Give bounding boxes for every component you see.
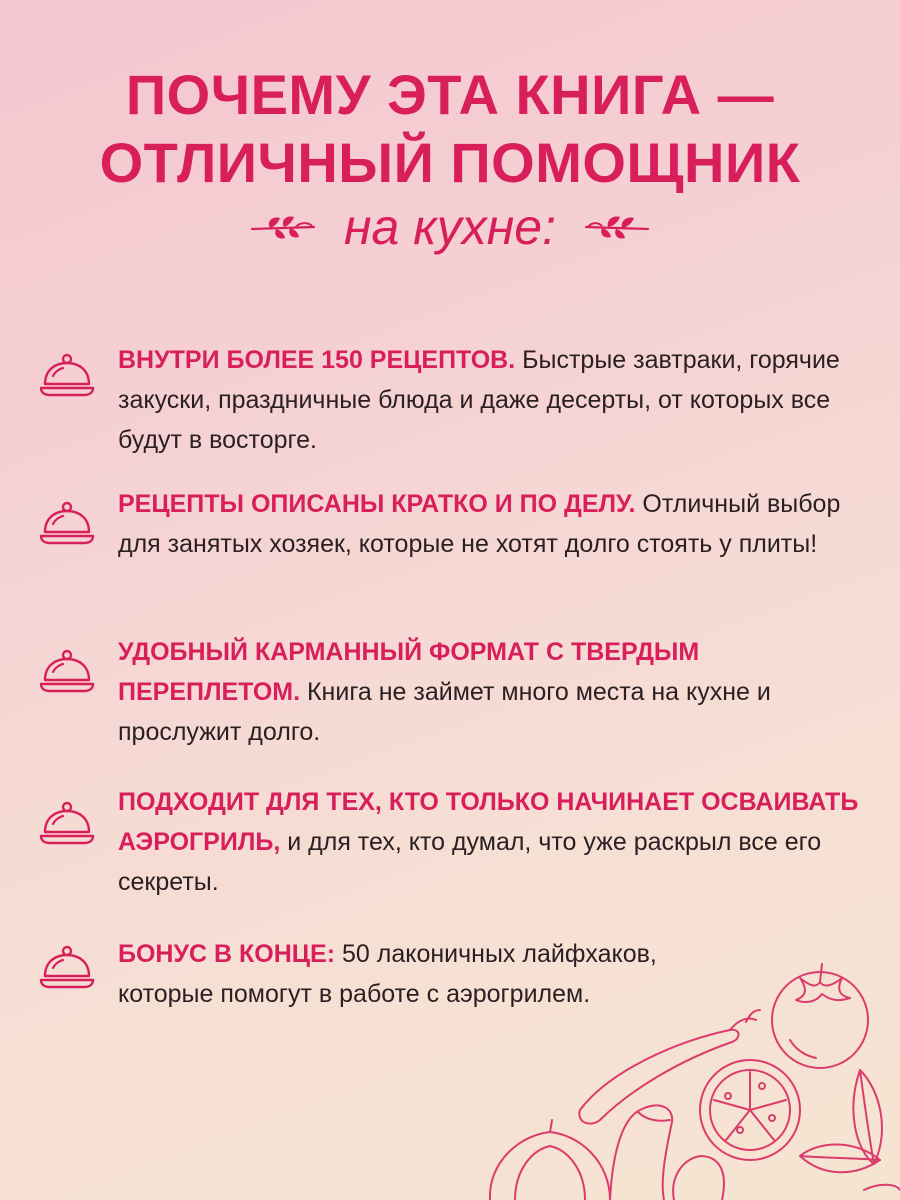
basil-leaf-icon (800, 1070, 900, 1190)
item-highlight: ПОДХОДИТ ДЛЯ ТЕХ, КТО ТОЛЬКО НАЧИНАЕТ ОСВАИВАТЬ АЭРОГРИЛЬ, (118, 788, 859, 856)
leaf-sprig-icon (582, 212, 652, 242)
item-body: 50 лаконичных лайфхаков, которые помогут в работе с аэрогрилем. (118, 940, 657, 1008)
item-body: Быстрые завтраки, горячие закуски, праздничные блюда и даже десерты, от которых все будут в восторге. (118, 346, 840, 454)
item-text (118, 340, 868, 460)
page-title-line-1: ПОЧЕМУ ЭТА КНИГА — (125, 63, 775, 126)
onion-icon (490, 1120, 610, 1200)
item-highlight: РЕЦЕПТЫ ОПИСАНЫ КРАТКО И ПО ДЕЛУ. (118, 490, 636, 518)
item-text (118, 782, 868, 902)
item-text (118, 632, 868, 752)
mushroom-icon (610, 1106, 724, 1200)
subtitle-row (0, 192, 900, 262)
tomato-slice-icon (700, 1060, 800, 1160)
chili-icon (579, 1010, 760, 1124)
item-highlight: УДОБНЫЙ КАРМАННЫЙ ФОРМАТ С ТВЕРДЫМ ПЕРЕПЛЕТОМ. (118, 638, 700, 706)
cloche-icon (38, 646, 96, 696)
item-body: Отличный выбор для занятых хозяек, которые не хотят долго стоять у плиты! (118, 490, 841, 558)
vegetables-illustration (460, 950, 900, 1200)
cloche-icon (38, 798, 96, 848)
item-body: Книга не займет много места на кухне и прослужит долго. (118, 678, 771, 746)
item-highlight: БОНУС В КОНЦЕ: (118, 940, 336, 968)
page-subtitle: на кухне: (343, 199, 557, 255)
item-highlight: ВНУТРИ БОЛЕЕ 150 РЕЦЕПТОВ. (118, 346, 516, 374)
page-title-line-2: ОТЛИЧНЫЙ ПОМОЩНИК (99, 131, 801, 194)
leaf-sprig-icon (248, 212, 318, 242)
cloche-icon (38, 350, 96, 400)
item-body: и для тех, кто думал, что уже раскрыл все его секреты. (118, 828, 822, 896)
item-text (118, 484, 868, 564)
cloche-icon (38, 942, 96, 992)
cloche-icon (38, 498, 96, 548)
tomato-icon (772, 964, 868, 1068)
